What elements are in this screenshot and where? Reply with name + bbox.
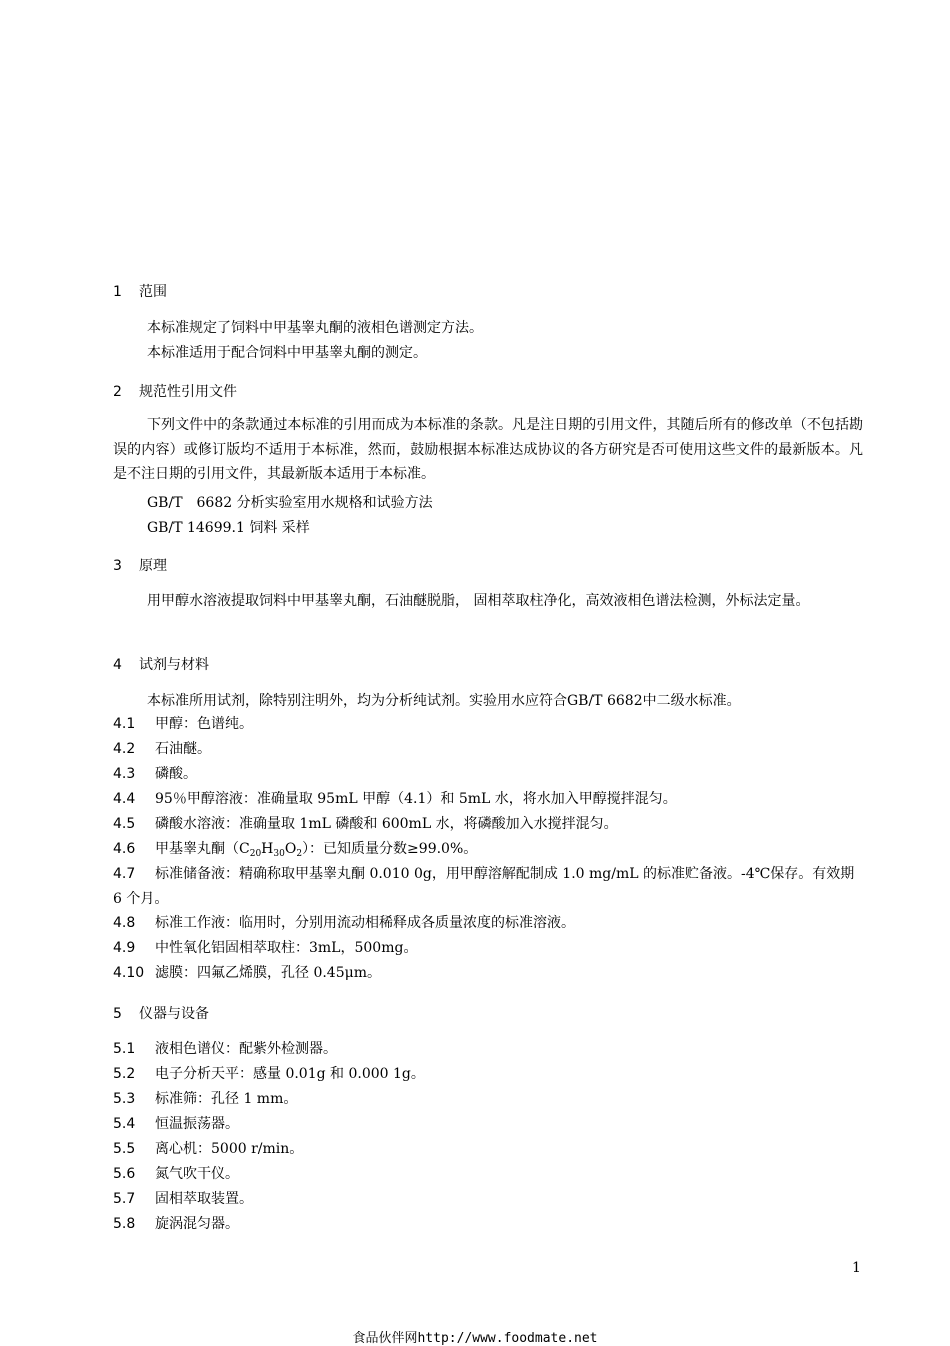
references-paragraph: 下列文件中的条款通过本标准的引用而成为本标准的条款。凡是注日期的引用文件，其随后所有的修改单（不包括勘误的内容）或修订版均不适用于本标准，然而，鼓励根据本标准达成协议的各方研究是否可使用这些文件的最新版本。凡是不注日期的引用文件，其最新版本适用于本标准。 [113,417,863,482]
item-number: 4.10 [113,965,145,981]
section-number: 4 [113,657,122,673]
section-5-heading [113,1003,209,1023]
item-number: 5.8 [113,1216,136,1232]
item-number: 5.3 [113,1091,136,1107]
item-text: 恒温振荡器。 [155,1116,239,1132]
formula-text-before: 甲基睾丸酮（C [155,841,250,857]
reagent-item [113,961,863,986]
formula-element: O [284,841,297,857]
reagent-item [113,911,863,936]
section-number: 1 [113,284,122,300]
section-1-heading [113,281,167,301]
item-text: 滤膜：四氟乙烯膜，孔径 0.45μm。 [155,965,381,981]
section-title: 试剂与材料 [139,657,209,673]
section-2-heading [113,381,237,401]
reagent-item [113,762,863,787]
item-text: 磷酸水溶液：准确量取 1mL 磷酸和 600mL 水，将磷酸加入水搅拌混匀。 [155,816,618,832]
reference-item: GB/T 6682 分析实验室用水规格和试验方法 [147,495,433,511]
page-number: 1 [852,1260,861,1276]
item-number: 5.1 [113,1041,136,1057]
reagent-item [113,862,863,911]
section-title: 仪器与设备 [139,1006,209,1022]
scope-line-1: 本标准规定了饲料中甲基睾丸酮的液相色谱测定方法。 [147,320,483,336]
section-title: 规范性引用文件 [139,384,237,400]
item-number: 4.4 [113,791,136,807]
item-number: 4.8 [113,915,136,931]
formula-element: H [261,841,274,857]
item-number: 4.7 [113,866,136,882]
item-text: 石油醚。 [155,741,211,757]
item-number: 4.1 [113,716,136,732]
equipment-item [113,1162,863,1187]
item-number: 4.2 [113,741,136,757]
item-number: 5.2 [113,1066,136,1082]
formula-text-after: ）：已知质量分数≥99.0%。 [302,841,478,857]
item-number: 5.5 [113,1141,136,1157]
formula-subscript: 2 [296,849,303,859]
formula-subscript: 30 [273,849,285,859]
equipment-item [113,1037,863,1062]
item-text: 氮气吹干仪。 [155,1166,239,1182]
section-title: 范围 [139,284,167,300]
item-text: 电子分析天平：感量 0.01g 和 0.000 1g。 [155,1066,425,1082]
section-3-heading [113,555,167,575]
equipment-item [113,1112,863,1137]
section-4-heading [113,654,209,674]
item-number: 4.3 [113,766,136,782]
item-text: 旋涡混匀器。 [155,1216,239,1232]
equipment-item [113,1212,863,1237]
reagent-item [113,737,863,762]
item-number: 4.9 [113,940,136,956]
equipment-item [113,1137,863,1162]
item-number: 5.4 [113,1116,136,1132]
item-number: 5.7 [113,1191,136,1207]
reference-item: GB/T 14699.1 饲料 采样 [147,520,310,536]
equipment-item [113,1187,863,1212]
item-text: 标准筛：孔径 1 mm。 [155,1091,298,1107]
footer-watermark: 食品伙伴网http://www.foodmate.net [352,1331,598,1346]
item-text: 标准储备液：精确称取甲基睾丸酮 0.010 0g，用甲醇溶解配制成 1.0 mg/mL 的标准贮备液。-4℃保存。有效期 6 个月。 [113,866,855,907]
item-text: 中性氧化铝固相萃取柱：3mL，500mg。 [155,940,418,956]
reagent-item [113,812,863,837]
equipment-item [113,1062,863,1087]
item-number: 4.5 [113,816,136,832]
section-number: 3 [113,558,122,574]
item-text: 液相色谱仪：配紫外检测器。 [155,1041,337,1057]
item-text: 磷酸。 [155,766,197,782]
section-number: 5 [113,1006,122,1022]
reagent-item [113,787,863,812]
formula-subscript: 20 [249,849,262,859]
item-number: 4.6 [113,841,136,857]
reagent-item [113,936,863,961]
equipment-item [113,1087,863,1112]
item-text: 固相萃取装置。 [155,1191,253,1207]
item-text: 甲醇：色谱纯。 [155,716,253,732]
section-number: 2 [113,384,122,400]
reagents-intro: 本标准所用试剂，除特别注明外，均为分析纯试剂。实验用水应符合GB/T 6682中二级水标准。 [147,693,741,709]
reagent-item [113,712,863,737]
principle-paragraph: 用甲醇水溶液提取饲料中甲基睾丸酮，石油醚脱脂， 固相萃取柱净化，高效液相色谱法检测，外标法定量。 [147,593,810,609]
item-text: 标准工作液：临用时，分别用流动相稀释成各质量浓度的标准溶液。 [155,915,575,931]
section-title: 原理 [139,558,167,574]
item-text: 离心机：5000 r/min。 [155,1141,304,1157]
scope-line-2: 本标准适用于配合饲料中甲基睾丸酮的测定。 [147,345,427,361]
item-text: 95％甲醇溶液：准确量取 95mL 甲醇（4.1）和 5mL 水，将水加入甲醇搅拌混匀。 [155,791,677,807]
item-number: 5.6 [113,1166,136,1182]
